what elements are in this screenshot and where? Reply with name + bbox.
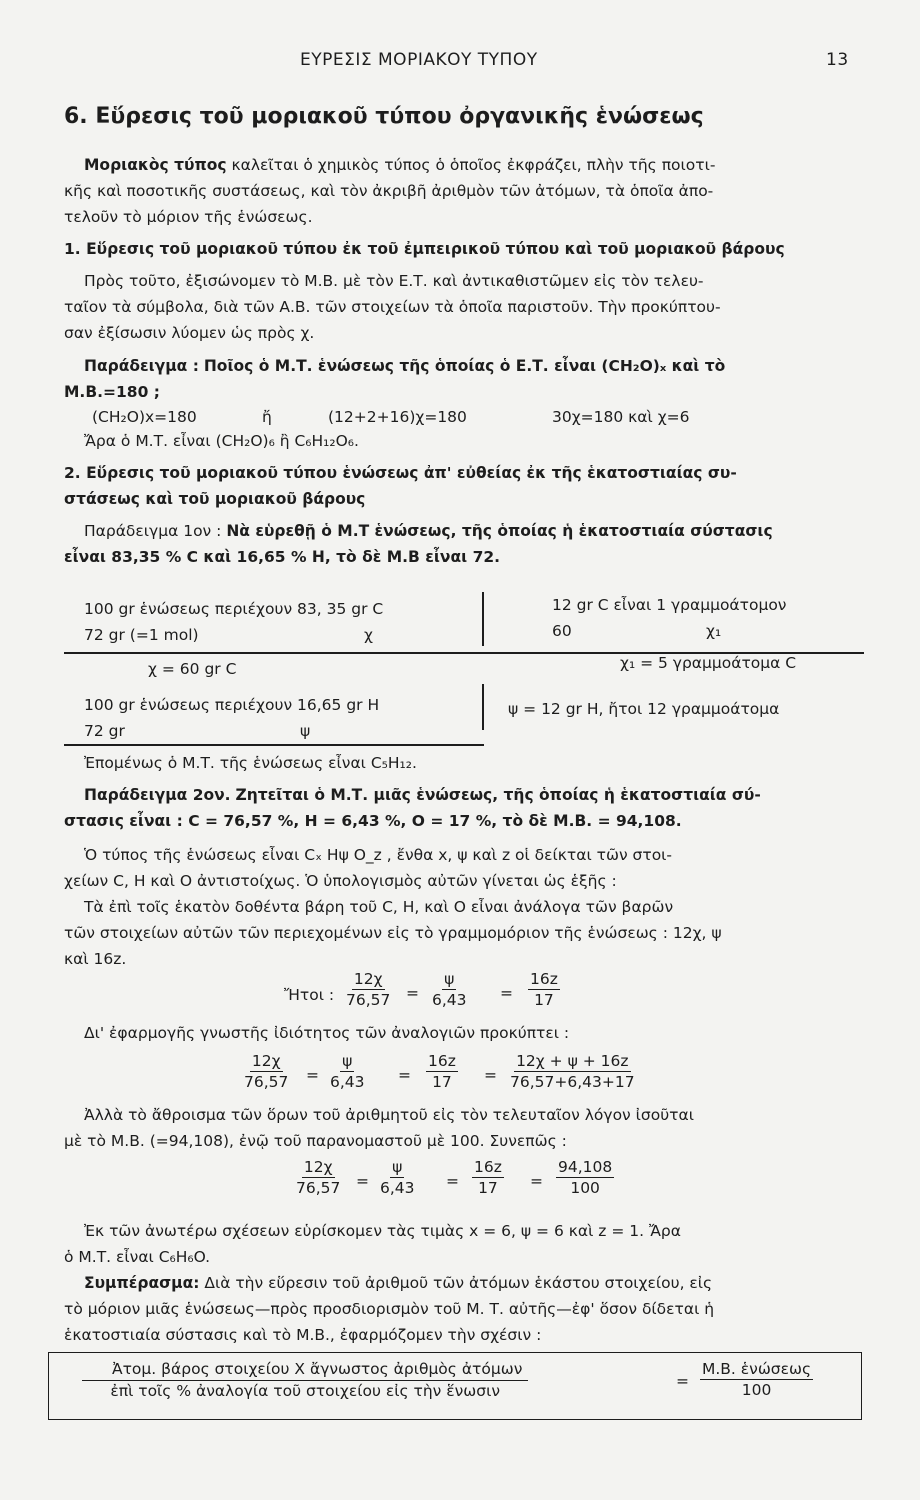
eq-sign: = xyxy=(530,1172,543,1190)
fraction-2d: $\frac{12\chi + \psi + 16z}{76,57+6,43+17}$ xyxy=(510,1052,635,1091)
running-header: ΕΥΡΕΣΙΣ ΜΟΡΙΑΚΟΥ ΤΥΠΟΥ xyxy=(300,50,538,70)
paragraph-2-line-3: καὶ 16z. xyxy=(64,950,127,968)
formula-left-fraction xyxy=(82,1360,528,1400)
example-line-2: Μ.Β.=180 ; xyxy=(64,383,160,401)
equation-or: ἤ xyxy=(262,408,272,426)
table-vertical-rule-bottom xyxy=(482,684,484,730)
formula-equals: = xyxy=(676,1372,689,1390)
subsection-1-heading: 1. Εὕρεσις τοῦ μοριακοῦ τύπου ἐκ τοῦ ἐμπειρικοῦ τύπου καὶ τοῦ μοριακοῦ βάρους xyxy=(64,240,785,258)
example2-label: Παράδειγμα 2ον. xyxy=(84,786,231,804)
table-right-4: ψ = 12 gr Η, ἤτοι 12 γραμμοάτομα xyxy=(508,700,780,718)
conclusion-line-3: ἑκατοστιαία σύστασις καὶ τὸ Μ.Β., ἐφαρμόζομεν τὴν σχέσιν : xyxy=(64,1326,542,1344)
definition-line-3: τελοῦν τὸ μόριον τῆς ἑνώσεως. xyxy=(64,208,313,226)
equation-a: (CH₂O)x=180 xyxy=(92,408,197,426)
itoi-label: Ἤτοι : xyxy=(284,986,335,1004)
example-line: Παράδειγμα : Ποῖος ὁ Μ.Τ. ἑνώσεως τῆς ὁποίας ὁ Ε.Τ. εἶναι (CH₂O)ₓ καὶ τὸ xyxy=(84,357,726,375)
table-left-1: 100 gr ἑνώσεως περιέχουν 83, 35 gr C xyxy=(84,600,384,618)
formula-right-denominator: 100 xyxy=(741,1381,772,1399)
section-heading: 6. Εὕρεσις τοῦ μοριακοῦ τύπου ὀργανικῆς ἑνώσεως xyxy=(64,104,704,129)
table-right-2-unknown: χ₁ xyxy=(706,622,722,640)
conclusion-line-2: τὸ μόριον μιᾶς ἑνώσεως—πρὸς προσδιορισμὸν τοῦ Μ. Τ. αὐτῆς—ἐφ' ὅσον δίδεται ἡ xyxy=(64,1300,715,1318)
table-left-5-unknown: ψ xyxy=(300,722,311,740)
paragraph-2-line-2: τῶν στοιχείων αὐτῶν τῶν περιεχομένων εἰς τὸ γραμμομόριον τῆς ἑνώσεως : 12χ, ψ xyxy=(64,924,722,942)
table-left-5: 72 gr xyxy=(84,722,125,740)
example1-label: Παράδειγμα 1ον : xyxy=(84,522,222,540)
paragraph-3: Δι' ἐφαρμογῆς γνωστῆς ἰδιότητος τῶν ἀναλογιῶν προκύπτει : xyxy=(84,1024,570,1042)
table-right-2: 60 xyxy=(552,622,572,640)
fraction-3d: $\frac{94,108}{100}$ xyxy=(558,1158,613,1197)
paragraph-4-line-2: μὲ τὸ Μ.Β. (=94,108), ἐνῷ τοῦ παρανομαστοῦ μὲ 100. Συνεπῶς : xyxy=(64,1132,567,1150)
sub1-line-3: σαν ἐξίσωσιν λύομεν ὡς πρὸς χ. xyxy=(64,324,315,342)
eq-sign: = xyxy=(356,1172,369,1190)
sub1-line-2: ταῖον τὰ σύμβολα, διὰ τῶν Α.Β. τῶν στοιχείων τὰ ὁποῖα παριστοῦν. Τὴν προκύπτου- xyxy=(64,298,721,316)
equation-c: (12+2+16)χ=180 xyxy=(328,408,467,426)
fraction-2c: $\frac{16z}{17}$ xyxy=(428,1052,456,1091)
formula-right-fraction xyxy=(700,1360,813,1399)
eq-sign: = xyxy=(398,1066,411,1084)
example2-line-1: Παράδειγμα 2ον. Ζητεῖται ὁ Μ.Τ. μιᾶς ἑνώσεως, τῆς ὁποίας ἡ ἑκατοστιαία σύ- xyxy=(84,786,761,804)
eq-sign: = xyxy=(306,1066,319,1084)
eq-sign: = xyxy=(484,1066,497,1084)
table-right-1: 12 gr C εἶναι 1 γραμμοάτομον xyxy=(552,596,787,614)
table-left-2: 72 gr (=1 mol) xyxy=(84,626,199,644)
paragraph-5-line-1: Ἐκ τῶν ἀνωτέρω σχέσεων εὑρίσκομεν τὰς τιμὰς x = 6, ψ = 6 καὶ z = 1. Ἄρα xyxy=(84,1222,681,1240)
table-result: Ἐπομένως ὁ Μ.Τ. τῆς ἑνώσεως εἶναι C₅H₁₂. xyxy=(84,754,417,772)
sub1-line-1: Πρὸς τοῦτο, ἐξισώνομεν τὸ Μ.Β. μὲ τὸν Ε.Τ. καὶ ἀντικαθιστῶμεν εἰς τὸν τελευ- xyxy=(84,272,704,290)
formula-right-numerator: Μ.Β. ἑνώσεως xyxy=(702,1360,812,1378)
example1-line-2: εἶναι 83,35 % C καὶ 16,65 % Η, τὸ δὲ Μ.Β εἶναι 72. xyxy=(64,548,501,566)
fraction-1a: $\frac{12\chi}{76,57}$ xyxy=(346,970,391,1009)
table-left-4: 100 gr ἑνώσεως περιέχουν 16,65 gr H xyxy=(84,696,380,714)
table-bottom-rule xyxy=(64,744,484,746)
definition-line-1: Μοριακὸς τύπος καλεῖται ὁ χημικὸς τύπος ὁ ὁποῖος ἐκφράζει, πλὴν τῆς ποιοτι- xyxy=(84,156,716,174)
table-left-3: χ = 60 gr C xyxy=(148,660,237,678)
term-molecular-formula: Μοριακὸς τύπος xyxy=(84,156,227,174)
example2-line-2: στασις εἶναι : C = 76,57 %, H = 6,43 %, O = 17 %, τὸ δὲ Μ.Β. = 94,108. xyxy=(64,812,682,830)
conclusion-line-1: Συμπέρασμα: Διὰ τὴν εὕρεσιν τοῦ ἀριθμοῦ τῶν ἀτόμων ἑκάστου στοιχείου, εἰς xyxy=(84,1274,713,1292)
eq-sign: = xyxy=(446,1172,459,1190)
paragraph-4-line-1: Ἀλλὰ τὸ ἄθροισμα τῶν ὅρων τοῦ ἀριθμητοῦ εἰς τὸν τελευταῖον λόγον ἰσοῦται xyxy=(84,1106,694,1124)
subsection-2-heading-1: 2. Εὕρεσις τοῦ μοριακοῦ τύπου ἑνώσεως ἀπ' εὐθείας ἐκ τῆς ἑκατοστιαίας συ- xyxy=(64,464,737,482)
page-number: 13 xyxy=(826,50,849,70)
paragraph-1-line-1: Ὁ τύπος τῆς ἑνώσεως εἶναι Cₓ Hψ O_z , ἔνθα x, ψ καὶ z οἱ δείκται τῶν στοι- xyxy=(84,846,673,864)
definition-line-2: κῆς καὶ ποσοτικῆς συστάσεως, καὶ τὸν ἀκριβῆ ἀριθμὸν τῶν ἀτόμων, τὰ ὁποῖα ἀπο- xyxy=(64,182,714,200)
conclusion-label: Συμπέρασμα: xyxy=(84,1274,200,1292)
fraction-1b: $\frac{\psi}{6,43}$ xyxy=(432,970,467,1009)
fraction-3a: $\frac{12\chi}{76,57}$ xyxy=(296,1158,341,1197)
fraction-1c: $\frac{16z}{17}$ xyxy=(530,970,558,1009)
paragraph-5-line-2: ὁ Μ.Τ. εἶναι C₆H₆O. xyxy=(64,1248,211,1266)
fraction-2b: $\frac{\psi}{6,43}$ xyxy=(330,1052,365,1091)
example-label: Παράδειγμα : xyxy=(84,357,199,375)
eq-sign: = xyxy=(406,984,419,1002)
paragraph-2-line-1: Τὰ ἐπὶ τοῖς ἑκατὸν δοθέντα βάρη τοῦ C, H, καὶ O εἶναι ἀνάλογα τῶν βαρῶν xyxy=(84,898,674,916)
formula-numerator: Ἀτομ. βάρος στοιχείου Χ ἄγνωστος ἀριθμὸς ἀτόμων xyxy=(82,1360,528,1381)
fraction-3b: $\frac{\psi}{6,43}$ xyxy=(380,1158,415,1197)
example1-line-1: Παράδειγμα 1ον : Νὰ εὑρεθῇ ὁ Μ.Τ ἑνώσεως, τῆς ὁποίας ἡ ἑκατοστιαία σύστασις xyxy=(84,522,773,540)
subsection-2-heading-2: στάσεως καὶ τοῦ μοριακοῦ βάρους xyxy=(64,490,366,508)
paragraph-1-line-2: χείων C, H καὶ O ἀντιστοίχως. Ὁ ὑπολογισμὸς αὐτῶν γίνεται ὡς ἑξῆς : xyxy=(64,872,617,890)
example-result: Ἄρα ὁ Μ.Τ. εἶναι (CH₂O)₆ ἢ C₆H₁₂O₆. xyxy=(84,432,359,450)
table-vertical-rule-top xyxy=(482,592,484,646)
formula-denominator: ἐπὶ τοῖς % ἀναλογία τοῦ στοιχείου εἰς τὴν ἕνωσιν xyxy=(110,1382,500,1400)
table-right-3: χ₁ = 5 γραμμοάτομα C xyxy=(620,654,797,672)
eq-sign: = xyxy=(500,984,513,1002)
fraction-3c: $\frac{16z}{17}$ xyxy=(474,1158,502,1197)
equation-d: 30χ=180 καὶ χ=6 xyxy=(552,408,690,426)
table-left-2-unknown: χ xyxy=(364,626,373,644)
fraction-2a: $\frac{12\chi}{76,57}$ xyxy=(244,1052,289,1091)
